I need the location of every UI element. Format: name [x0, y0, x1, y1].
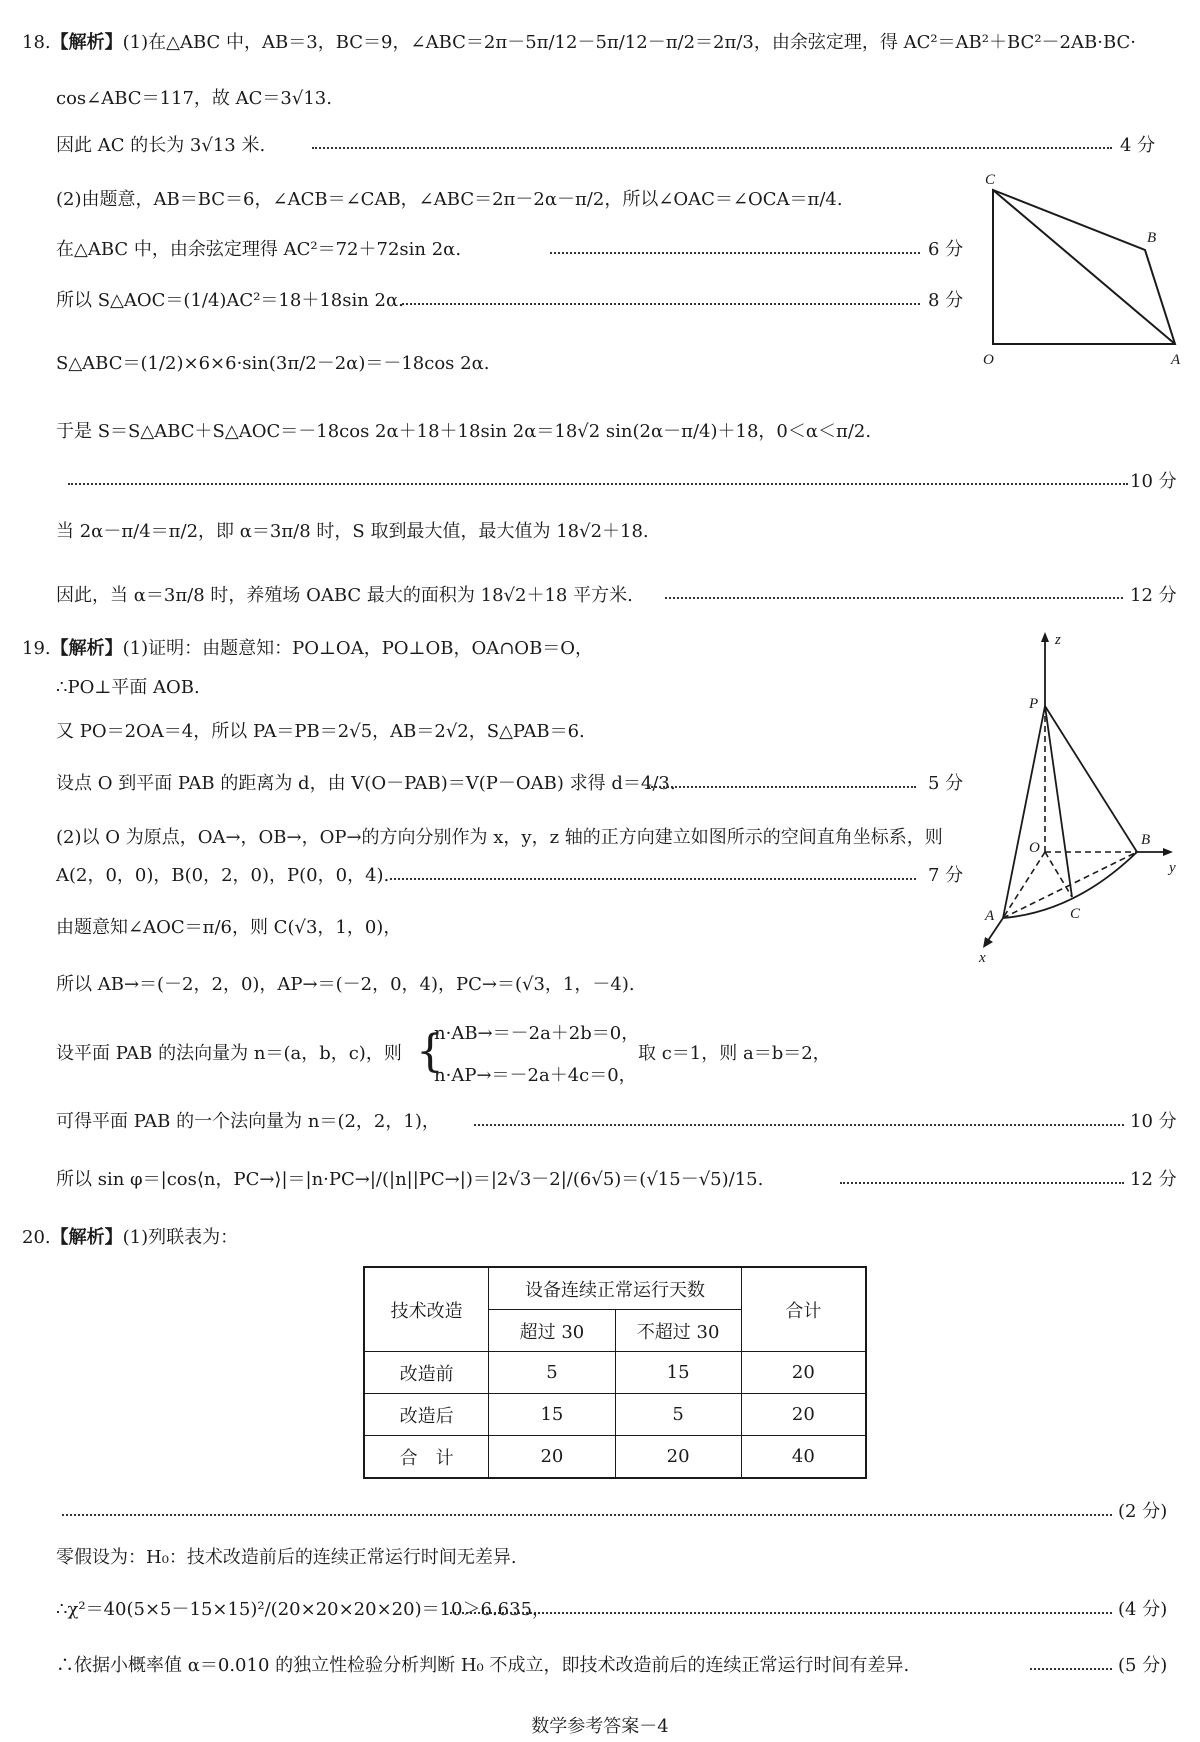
table-header-days: 设备连续正常运行天数	[489, 1267, 741, 1310]
contingency-table	[363, 1266, 867, 1479]
table-cell: 20	[489, 1436, 615, 1479]
leader-dots	[402, 303, 920, 305]
q18-text-8: 于是 S＝S△ABC＋S△AOC＝－18cos 2α＋18＋18sin 2α＝18√2 sin(2α－π/4)＋18，0＜α＜π/2.	[56, 421, 872, 442]
q20-score-4: (4 分)	[1118, 1599, 1168, 1620]
q20-text-3: 零假设为：H₀：技术改造前后的连续正常运行时间无差异.	[56, 1547, 517, 1568]
fig18-label-c: C	[985, 172, 996, 188]
q18-score-6: 6 分	[928, 239, 964, 260]
table-cell: 合 计	[364, 1436, 489, 1479]
page-footer: 数学参考答案－4	[531, 1716, 669, 1737]
q19-text-11: 所以 sin φ＝|cos⟨n，PC→⟩|＝|n·PC→|/(|n||PC→|)＝|2√3－2|/(6√5)＝(√15－√5)/15.	[56, 1169, 764, 1190]
fig18-label-b: B	[1147, 230, 1157, 246]
q18-number: 18.	[22, 32, 51, 53]
system-brace: {	[416, 1026, 444, 1077]
q19-score-12: 12 分	[1130, 1169, 1177, 1190]
q19-number: 19.	[22, 638, 51, 659]
table-row	[364, 1436, 866, 1479]
leader-dots	[648, 786, 916, 788]
q18-text-1: (1)在△ABC 中，AB＝3，BC＝9，∠ABC＝2π－5π/12－5π/12－π/2＝2π/3，由余弦定理，得 AC²＝AB²＋BC²－2AB·BC·	[122, 32, 1136, 53]
q18-text-6: 所以 S△AOC＝(1/4)AC²＝18＋18sin 2α.	[56, 290, 404, 311]
q19-score-7: 7 分	[928, 865, 964, 886]
q19-text-9: 设平面 PAB 的法向量为 n＝(a，b，c)，则	[56, 1043, 402, 1064]
leader-dots	[550, 252, 920, 254]
q18-score-12: 12 分	[1130, 585, 1177, 606]
leader-dots	[1030, 1668, 1112, 1670]
leader-dots	[68, 483, 1128, 485]
q19-text-3: 又 PO＝2OA＝4，所以 PA＝PB＝2√5，AB＝2√2，S△PAB＝6.	[56, 721, 585, 742]
q18-text-5: 在△ABC 中，由余弦定理得 AC²＝72＋72sin 2α.	[56, 239, 462, 260]
q18-line-1	[22, 31, 1136, 55]
q19-text-9b: 取 c＝1，则 a＝b＝2，	[638, 1043, 831, 1064]
fig19-label-a: A	[985, 908, 995, 924]
table-cell: 20	[741, 1352, 866, 1394]
q19-system-eq-1: n·AB→＝－2a＋2b＝0，	[434, 1023, 640, 1044]
q19-text-8: 所以 AB→＝(－2，2，0)，AP→＝(－2，0，4)，PC→＝(√3，1，－4).	[56, 974, 635, 995]
fig19-label-y: y	[1169, 860, 1176, 876]
table-cell: 15	[489, 1394, 615, 1436]
q20-text-5: ∴依据小概率值 α＝0.010 的独立性检验分析判断 H₀ 不成立，即技术改造前后的连续正常运行时间有差异.	[56, 1655, 910, 1676]
leader-dots	[62, 1514, 1112, 1516]
q19-pyramid-figure	[965, 628, 1185, 963]
q20-line-1	[22, 1226, 238, 1250]
q18-quadrilateral-figure	[975, 170, 1190, 370]
leader-dots	[312, 147, 1112, 149]
leader-dots	[450, 1612, 1112, 1614]
q18-text-4: (2)由题意，AB＝BC＝6，∠ACB＝∠CAB，∠ABC＝2π－2α－π/2，所以∠OAC＝∠OCA＝π/4.	[56, 189, 843, 210]
table-header-tech: 技术改造	[364, 1267, 489, 1352]
q19-score-5: 5 分	[928, 773, 964, 794]
q18-tag: 【解析】	[50, 32, 123, 53]
fig18-label-o: O	[983, 352, 994, 368]
table-header-over: 超过 30	[489, 1310, 615, 1352]
q19-text-6: A(2，0，0)，B(0，2，0)，P(0，0，4).	[56, 865, 390, 886]
q19-tag: 【解析】	[50, 638, 123, 659]
q18-score-10: 10 分	[1130, 471, 1177, 492]
q18-score-4: 4 分	[1120, 135, 1156, 156]
leader-dots	[474, 1124, 1124, 1126]
table-header-notover: 不超过 30	[615, 1310, 741, 1352]
table-row	[364, 1394, 866, 1436]
table-row	[364, 1352, 866, 1394]
table-cell: 5	[489, 1352, 615, 1394]
q19-score-10: 10 分	[1130, 1111, 1177, 1132]
q19-text-10: 可得平面 PAB 的一个法向量为 n＝(2，2，1)，	[56, 1111, 440, 1132]
table-cell: 改造前	[364, 1352, 489, 1394]
leader-dots	[665, 597, 1123, 599]
fig19-label-z: z	[1055, 632, 1061, 648]
table-cell: 40	[741, 1436, 866, 1479]
table-cell: 20	[615, 1436, 741, 1479]
fig18-label-a: A	[1171, 352, 1181, 368]
leader-dots	[840, 1182, 1124, 1184]
table-cell: 5	[615, 1394, 741, 1436]
q20-text-4: ∴χ²＝40(5×5－15×15)²/(20×20×20×20)＝10＞6.635，	[56, 1599, 551, 1620]
fig19-label-o: O	[1029, 840, 1040, 856]
q19-text-1: (1)证明：由题意知：PO⊥OA，PO⊥OB，OA∩OB＝O，	[122, 638, 594, 659]
q19-system-eq-2: n·AP→＝－2a＋4c＝0，	[434, 1065, 637, 1086]
table-cell: 15	[615, 1352, 741, 1394]
fig19-label-p: P	[1029, 696, 1039, 712]
fig19-label-c: C	[1070, 906, 1081, 922]
q18-text-11: 因此，当 α＝3π/8 时，养殖场 OABC 最大的面积为 18√2＋18 平方米.	[56, 585, 633, 606]
table-cell: 20	[741, 1394, 866, 1436]
q19-line-1	[22, 637, 593, 661]
q19-text-4: 设点 O 到平面 PAB 的距离为 d，由 V(O－PAB)＝V(P－OAB) 求得 d＝4/3.	[56, 773, 676, 794]
q20-score-5: (5 分)	[1118, 1655, 1168, 1676]
q19-text-2: ∴PO⊥平面 AOB.	[56, 677, 200, 698]
q18-text-10: 当 2α－π/4＝π/2，即 α＝3π/8 时，S 取到最大值，最大值为 18√2＋18.	[56, 521, 649, 542]
q18-text-2: cos∠ABC＝117，故 AC＝3√13.	[56, 88, 332, 109]
q18-score-8: 8 分	[928, 290, 964, 311]
table-header-total: 合计	[741, 1267, 866, 1352]
leader-dots	[390, 878, 916, 880]
q18-text-7: S△ABC＝(1/2)×6×6·sin(3π/2－2α)＝－18cos 2α.	[56, 353, 490, 374]
q18-text-3: 因此 AC 的长为 3√13 米.	[56, 135, 266, 156]
q19-text-5: (2)以 O 为原点，OA→，OB→，OP→的方向分别作为 x，y，z 轴的正方向建立如图所示的空间直角坐标系，则	[56, 827, 943, 848]
fig19-label-x: x	[979, 950, 986, 963]
table-cell: 改造后	[364, 1394, 489, 1436]
q20-text-1: (1)列联表为：	[122, 1227, 239, 1248]
q19-text-7: 由题意知∠AOC＝π/6，则 C(√3，1，0)，	[56, 917, 402, 938]
q20-tag: 【解析】	[50, 1227, 123, 1248]
q20-number: 20.	[22, 1227, 51, 1248]
fig19-label-b: B	[1141, 832, 1151, 848]
q20-score-2: (2 分)	[1118, 1501, 1168, 1522]
